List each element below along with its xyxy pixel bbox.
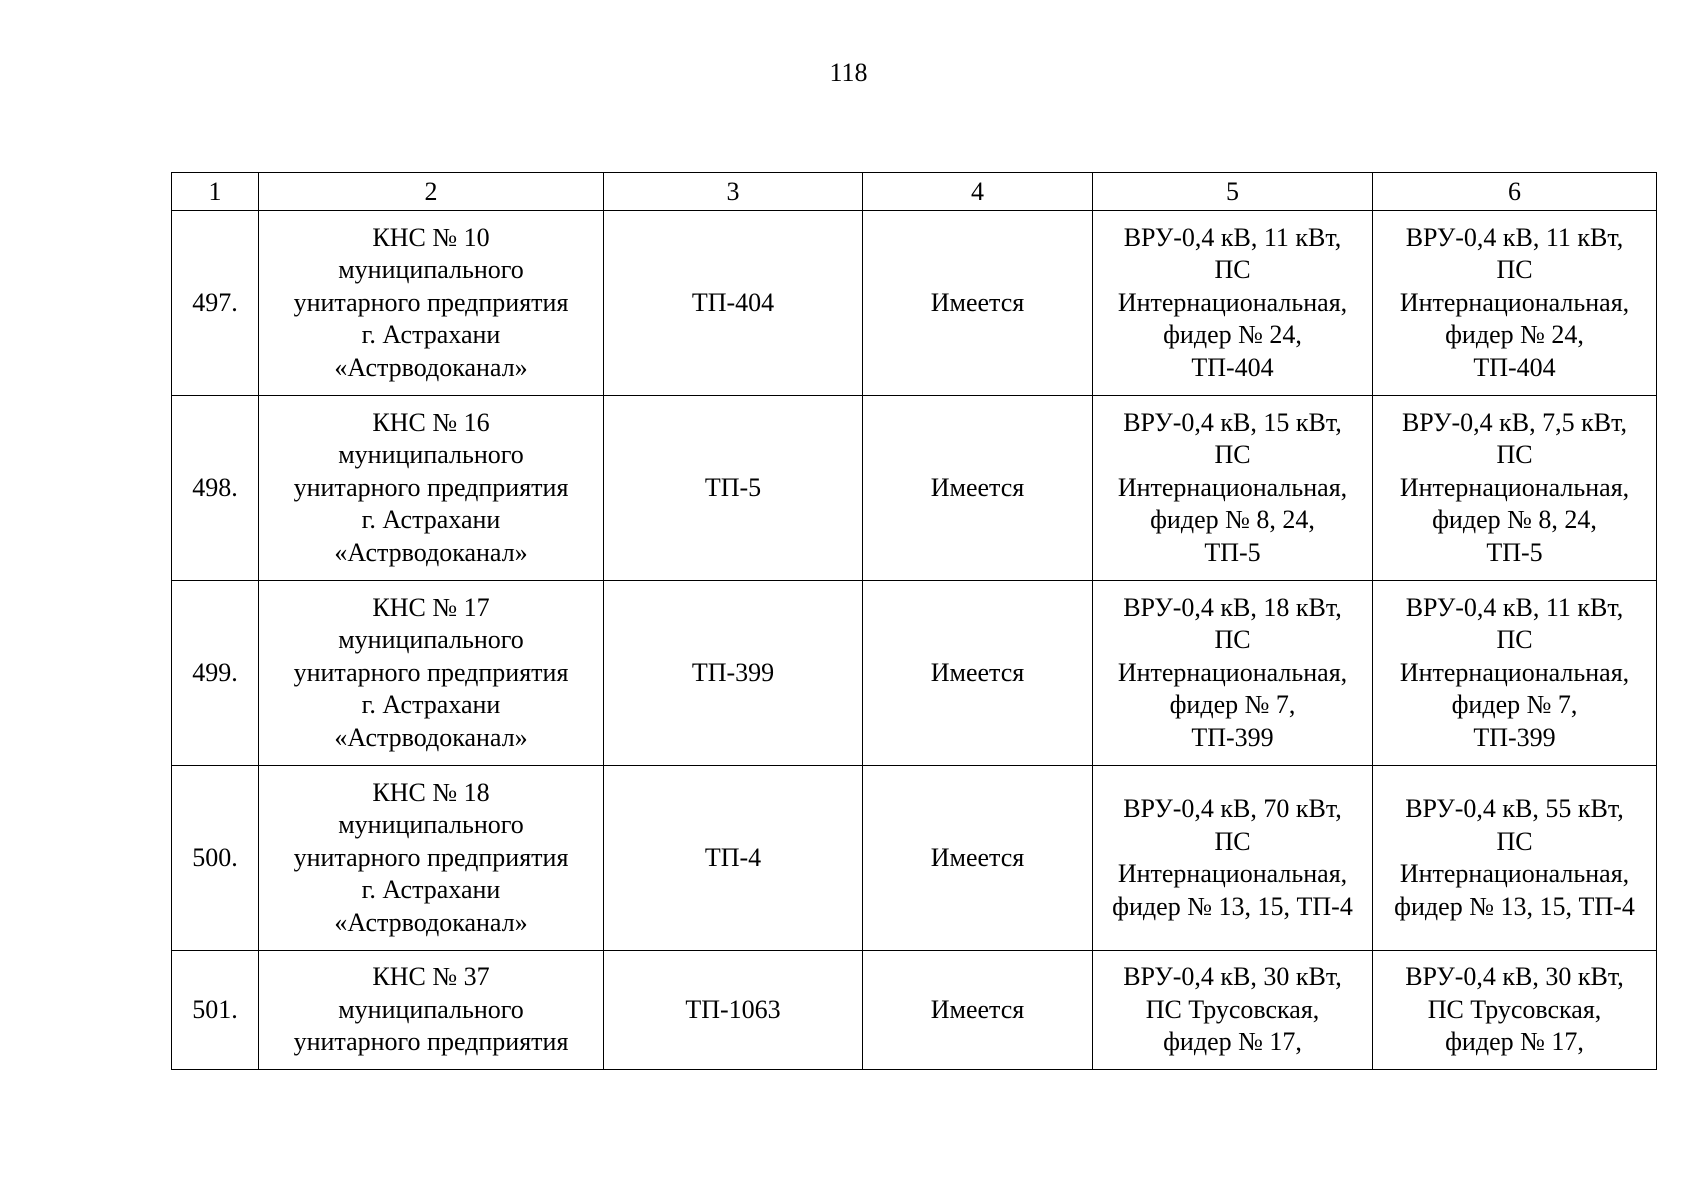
- text-line: унитарного предприятия: [293, 287, 569, 317]
- text-line: Интернациональная,: [1399, 287, 1630, 317]
- object-name-cell: [259, 581, 604, 766]
- text-line: г. Астрахани: [361, 320, 501, 350]
- text-line: фидер № 7,: [1451, 690, 1578, 720]
- text-line: Интернациональная,: [1117, 472, 1348, 502]
- text-line: ПС: [1496, 255, 1533, 285]
- text-line: муниципального: [338, 994, 524, 1024]
- text-line: фидер № 7,: [1169, 690, 1296, 720]
- text-line: ПС Трусовская,: [1427, 994, 1602, 1024]
- status-cell: Имеется: [863, 211, 1093, 396]
- text-line: муниципального: [338, 255, 524, 285]
- table-row: [172, 581, 1657, 766]
- status-cell: Имеется: [863, 766, 1093, 951]
- text-line: г. Астрахани: [361, 690, 501, 720]
- column-header: 1: [172, 173, 259, 211]
- text-line: фидер № 17,: [1445, 1027, 1584, 1057]
- text-line: ПС: [1496, 440, 1533, 470]
- text-line: ПС: [1214, 625, 1251, 655]
- text-line: «Астрводоканал»: [334, 722, 528, 752]
- text-line: муниципального: [338, 625, 524, 655]
- row-number: 498.: [172, 396, 259, 581]
- text-line: ТП-5: [1204, 537, 1261, 567]
- object-name-cell: [259, 766, 604, 951]
- text-line: Интернациональная,: [1399, 472, 1630, 502]
- row-number: 501.: [172, 951, 259, 1070]
- text-line: ВРУ-0,4 кВ, 11 кВт,: [1123, 222, 1342, 252]
- text-line: фидер № 24,: [1445, 320, 1584, 350]
- column-5-cell: [1093, 951, 1373, 1070]
- text-line: ВРУ-0,4 кВ, 30 кВт,: [1405, 962, 1624, 992]
- text-line: фидер № 24,: [1163, 320, 1302, 350]
- row-number: 500.: [172, 766, 259, 951]
- data-table: [171, 172, 1657, 1070]
- column-6-cell: [1373, 951, 1657, 1070]
- column-6-cell: [1373, 211, 1657, 396]
- text-line: Интернациональная,: [1117, 859, 1348, 888]
- column-6-cell: [1373, 766, 1657, 951]
- table-row: [172, 951, 1657, 1070]
- tp-cell: ТП-4: [604, 766, 863, 951]
- column-5-cell: [1093, 766, 1373, 951]
- text-line: КНС № 16: [372, 407, 490, 437]
- column-5-cell: [1093, 211, 1373, 396]
- text-line: ТП-5: [1486, 537, 1543, 567]
- object-name-cell: [259, 951, 604, 1070]
- tp-cell: ТП-5: [604, 396, 863, 581]
- text-line: г. Астрахани: [361, 505, 501, 535]
- text-line: ВРУ-0,4 кВ, 30 кВт,: [1123, 962, 1342, 992]
- text-line: муниципального: [338, 440, 524, 470]
- text-line: ПС: [1496, 826, 1533, 856]
- text-line: КНС № 10: [372, 222, 490, 252]
- table-header-row: [172, 173, 1657, 211]
- text-line: ПС Трусовская,: [1145, 994, 1320, 1024]
- text-line: Интернациональная,: [1117, 287, 1348, 317]
- text-line: «Астрводоканал»: [334, 907, 528, 937]
- object-name-cell: [259, 211, 604, 396]
- status-cell: Имеется: [863, 396, 1093, 581]
- status-cell: Имеется: [863, 581, 1093, 766]
- table-row: [172, 766, 1657, 951]
- status-cell: Имеется: [863, 951, 1093, 1070]
- column-header: 4: [863, 173, 1093, 211]
- page-number: 118: [829, 58, 868, 87]
- text-line: ПС: [1496, 625, 1533, 655]
- text-line: ПС: [1214, 440, 1251, 470]
- text-line: унитарного предприятия: [293, 1027, 569, 1057]
- text-line: ВРУ-0,4 кВ, 70 кВт,: [1123, 794, 1342, 823]
- text-line: ПС: [1214, 826, 1251, 856]
- text-line: унитарного предприятия: [293, 842, 569, 872]
- row-number: 499.: [172, 581, 259, 766]
- text-line: Интернациональная,: [1399, 657, 1630, 687]
- text-line: ТП-399: [1473, 722, 1556, 752]
- text-line: КНС № 18: [372, 777, 490, 807]
- text-line: фидер № 13, 15, ТП-4: [1394, 891, 1635, 921]
- text-line: ТП-404: [1191, 352, 1274, 382]
- column-header: 2: [259, 173, 604, 211]
- text-line: ТП-404: [1473, 352, 1556, 382]
- column-header: 3: [604, 173, 863, 211]
- text-line: ВРУ-0,4 кВ, 11 кВт,: [1405, 222, 1624, 252]
- text-line: Интернациональная,: [1399, 859, 1630, 888]
- tp-cell: ТП-1063: [604, 951, 863, 1070]
- text-line: г. Астрахани: [361, 875, 501, 905]
- text-line: фидер № 8, 24,: [1432, 505, 1597, 535]
- text-line: фидер № 17,: [1163, 1027, 1302, 1057]
- table-row: [172, 396, 1657, 581]
- text-line: КНС № 37: [372, 962, 490, 992]
- text-line: ВРУ-0,4 кВ, 18 кВт,: [1123, 592, 1342, 622]
- text-line: фидер № 8, 24,: [1150, 505, 1315, 535]
- column-6-cell: [1373, 396, 1657, 581]
- text-line: фидер № 13, 15, ТП-4: [1112, 891, 1353, 921]
- column-5-cell: [1093, 396, 1373, 581]
- table-row: [172, 211, 1657, 396]
- column-6-cell: [1373, 581, 1657, 766]
- tp-cell: ТП-399: [604, 581, 863, 766]
- object-name-cell: [259, 396, 604, 581]
- text-line: «Астрводоканал»: [334, 537, 528, 567]
- text-line: «Астрводоканал»: [334, 352, 528, 382]
- text-line: унитарного предприятия: [293, 472, 569, 502]
- text-line: ВРУ-0,4 кВ, 55 кВт,: [1405, 794, 1624, 823]
- column-header: 5: [1093, 173, 1373, 211]
- tp-cell: ТП-404: [604, 211, 863, 396]
- text-line: КНС № 17: [372, 592, 490, 622]
- text-line: унитарного предприятия: [293, 657, 569, 687]
- text-line: ВРУ-0,4 кВ, 15 кВт,: [1123, 407, 1342, 437]
- text-line: ТП-399: [1191, 722, 1274, 752]
- text-line: ВРУ-0,4 кВ, 7,5 кВт,: [1401, 407, 1628, 437]
- text-line: ПС: [1214, 255, 1251, 285]
- column-header: 6: [1373, 173, 1657, 211]
- text-line: муниципального: [338, 810, 524, 840]
- column-5-cell: [1093, 581, 1373, 766]
- row-number: 497.: [172, 211, 259, 396]
- text-line: ВРУ-0,4 кВ, 11 кВт,: [1405, 592, 1624, 622]
- text-line: Интернациональная,: [1117, 657, 1348, 687]
